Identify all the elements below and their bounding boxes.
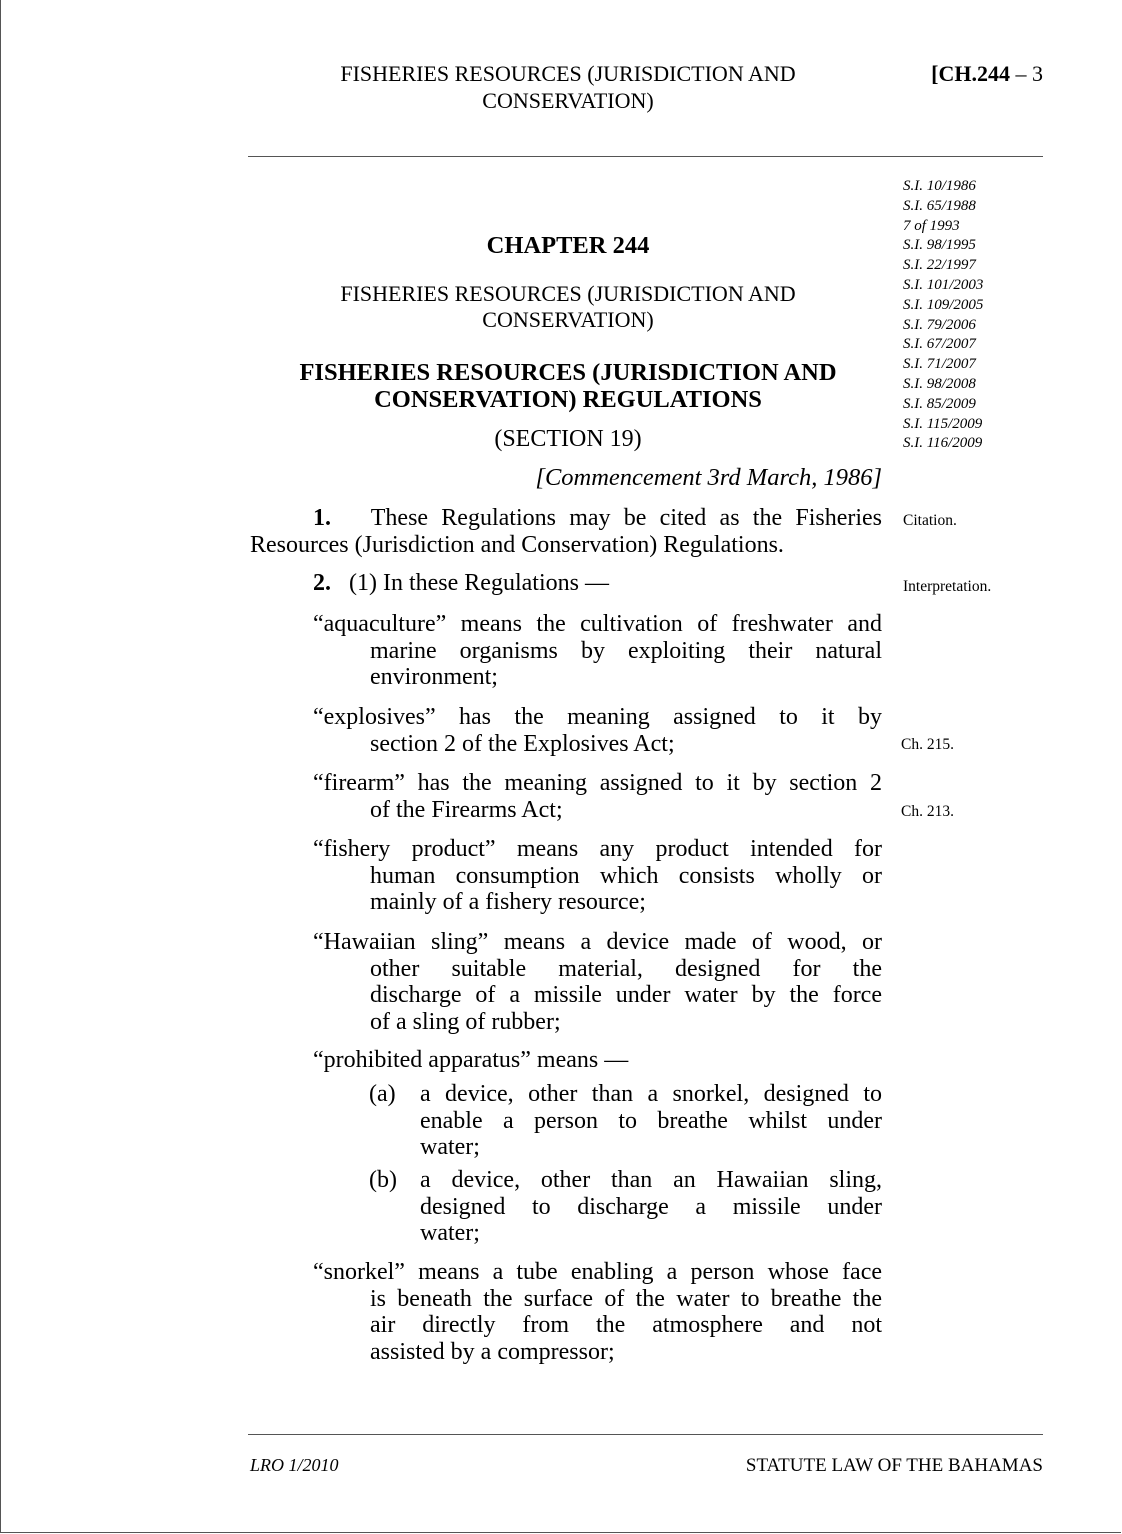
si-item: S.I. 85/2009: [903, 395, 976, 412]
si-item: S.I. 65/1988: [903, 197, 976, 214]
definition-hawaiian-sling: “Hawaiian sling” means a device made of wood, or other suitable material, designed for the discharge of a missile under water by the force of a sling of rubber;: [313, 929, 882, 1035]
regulations-title: [250, 359, 886, 413]
act-name-line1: FISHERIES RESOURCES (JURISDICTION AND: [340, 281, 796, 306]
si-item: S.I. 22/1997: [903, 257, 976, 274]
margin-note-explosives-act: Ch. 215.: [901, 736, 954, 753]
regulation-1-line1: 1. These Regulations may be cited as the Fisheries: [313, 505, 883, 531]
definition-prohibited-apparatus: “prohibited apparatus” means —: [313, 1047, 629, 1073]
item-b-label: (b): [369, 1167, 397, 1193]
act-name-line2: CONSERVATION): [482, 307, 654, 332]
regulations-title-line2: CONSERVATION) REGULATIONS: [374, 386, 762, 413]
si-item: S.I. 98/2008: [903, 375, 976, 392]
si-item: 7 of 1993: [903, 217, 960, 234]
commencement-date: [Commencement 3rd March, 1986]: [535, 464, 882, 491]
item-a-label: (a): [369, 1081, 396, 1107]
header-rule: [248, 156, 1043, 157]
footer-rule: [248, 1434, 1043, 1435]
running-header-title: [250, 60, 886, 114]
definition-aquaculture: “aquaculture” means the cultivation of freshwater and marine organisms by exploiting their natural environment;: [313, 611, 882, 690]
chapter-heading: CHAPTER 244: [486, 232, 650, 259]
footer-revision: LRO 1/2010: [250, 1455, 339, 1475]
footer-publication: STATUTE LAW OF THE BAHAMAS: [745, 1455, 1043, 1476]
statutory-instrument-list: [903, 177, 983, 454]
si-item: S.I. 109/2005: [903, 296, 984, 313]
regulation-number: 1.: [313, 505, 331, 531]
definition-fishery-product: “fishery product” means any product intended for human consumption which consists wholly or mainly of a fishery resource;: [313, 836, 882, 915]
margin-note-firearms-act: Ch. 213.: [901, 803, 954, 820]
regulation-1: [250, 505, 882, 558]
chapter-ref: [CH.244: [931, 61, 1010, 86]
regulation-number: 2.: [313, 570, 331, 596]
si-item: S.I. 79/2006: [903, 316, 976, 333]
regulation-2-intro: 2. (1) In these Regulations —: [313, 570, 609, 596]
si-item: S.I. 115/2009: [903, 415, 983, 432]
item-b-text: a device, other than an Hawaiian sling, designed to discharge a missile under water;: [420, 1167, 882, 1246]
running-header-line1: FISHERIES RESOURCES (JURISDICTION AND: [340, 61, 796, 86]
act-name: [250, 281, 886, 333]
definition-firearm: “firearm” has the meaning assigned to it by section 2 of the Firearms Act;: [313, 770, 882, 823]
definition-explosives: “explosives” has the meaning assigned to it by section 2 of the Explosives Act;: [313, 704, 882, 757]
margin-note-citation: Citation.: [903, 512, 957, 529]
running-header-chapter: [900, 60, 1043, 87]
page-number: – 3: [1010, 61, 1043, 86]
item-a-text: a device, other than a snorkel, designed to enable a person to breathe whilst under water;: [420, 1081, 882, 1160]
si-item: S.I. 116/2009: [903, 435, 983, 452]
section-reference: (SECTION 19): [494, 426, 642, 452]
regulations-title-line1: FISHERIES RESOURCES (JURISDICTION AND: [299, 359, 837, 386]
regulation-1-line2: Resources (Jurisdiction and Conservation) Regulations.: [250, 531, 784, 558]
si-item: S.I. 101/2003: [903, 276, 984, 293]
si-item: S.I. 98/1995: [903, 237, 976, 254]
margin-note-interpretation: Interpretation.: [903, 578, 992, 595]
definition-snorkel: “snorkel” means a tube enabling a person whose face is beneath the surface of the water to breathe the air directly from the atmosphere and not assisted by a compressor;: [313, 1259, 882, 1365]
si-item: S.I. 10/1986: [903, 178, 976, 194]
si-item: S.I. 67/2007: [903, 336, 976, 353]
running-header-line2: CONSERVATION): [482, 88, 654, 113]
si-item: S.I. 71/2007: [903, 356, 976, 373]
